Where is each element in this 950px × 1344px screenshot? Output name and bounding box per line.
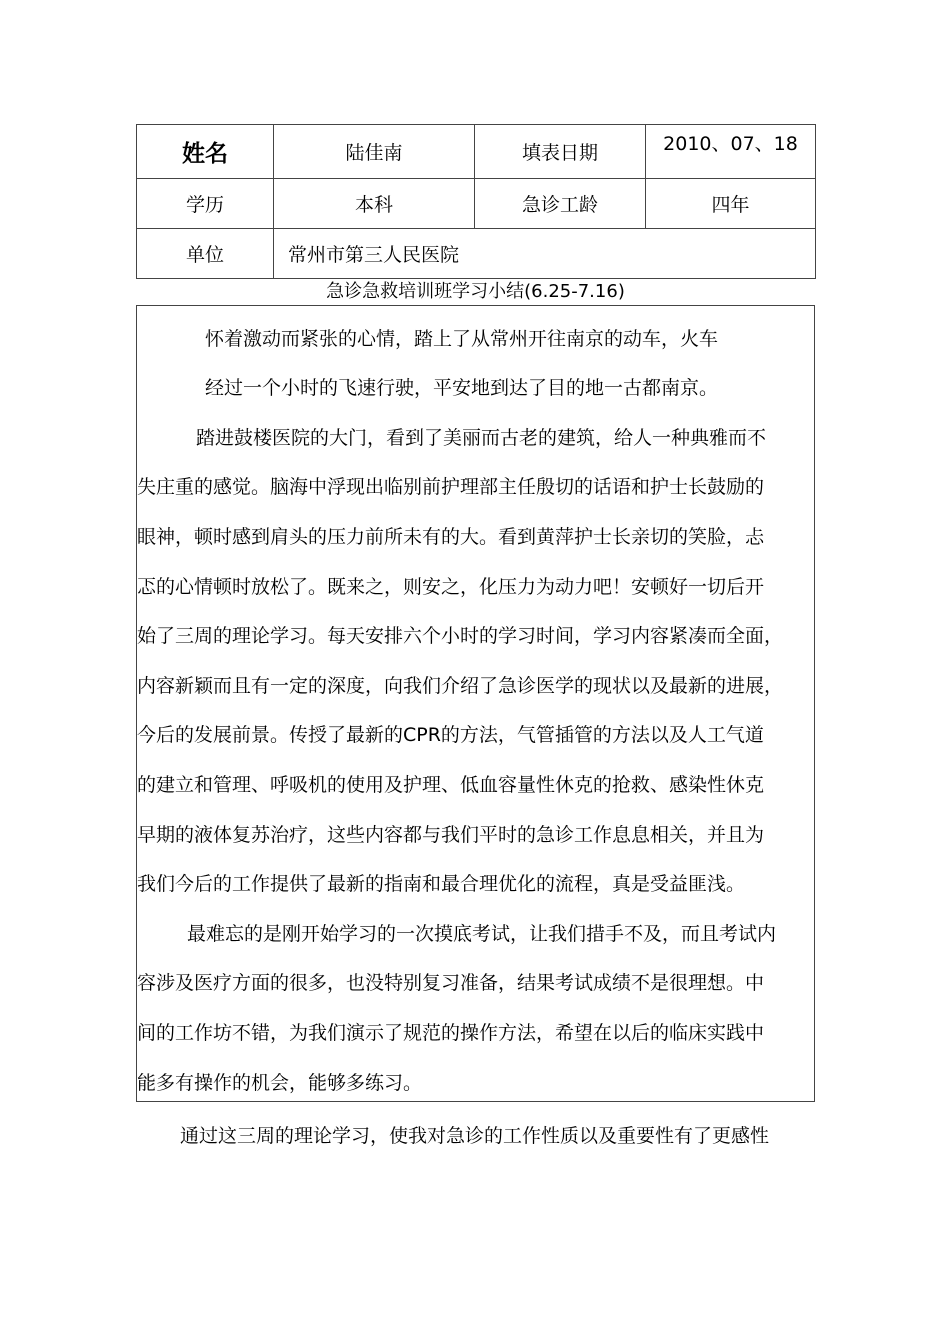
unit-label: 单位 xyxy=(137,229,274,279)
date-value: 2010、07、18 xyxy=(646,125,816,179)
seniority-label: 急诊工龄 xyxy=(475,179,646,229)
table-row xyxy=(137,229,816,279)
table-row xyxy=(137,125,816,179)
name-label: 姓名 xyxy=(137,125,274,179)
body-line: 失庄重的感觉。脑海中浮现出临别前护理部主任殷切的话语和护士长鼓励的 xyxy=(137,476,765,498)
body-line: 能多有操作的机会，能够多练习。 xyxy=(137,1072,423,1094)
seniority-value: 四年 xyxy=(646,179,816,229)
body-line: 经过一个小时的飞速行驶，平安地到达了目的地一古都南京。 xyxy=(205,377,719,399)
report-body-box xyxy=(136,305,815,1102)
body-line: 踏进鼓楼医院的大门，看到了美丽而古老的建筑，给人一种典雅而不 xyxy=(196,427,767,449)
body-line: 眼神，顿时感到肩头的压力前所未有的大。看到黄萍护士长亲切的笑脸，忐 xyxy=(137,526,765,548)
body-line: 内容新颖而且有一定的深度，向我们介绍了急诊医学的现状以及最新的进展， xyxy=(137,675,784,697)
body-line: 我们今后的工作提供了最新的指南和最合理优化的流程，真是受益匪浅。 xyxy=(137,873,746,895)
body-line: 忑的心情顿时放松了。既来之，则安之，化压力为动力吧！安顿好一切后开 xyxy=(137,576,765,598)
body-line: 间的工作坊不错，为我们演示了规范的操作方法，希望在以后的临床实践中 xyxy=(137,1022,765,1044)
education-label: 学历 xyxy=(137,179,274,229)
info-table xyxy=(136,124,816,279)
report-caption: 急诊急救培训班学习小结(6.25-7.16) xyxy=(326,281,625,302)
name-value: 陆佳南 xyxy=(274,125,475,179)
education-value: 本科 xyxy=(274,179,475,229)
body-line: 早期的液体复苏治疗，这些内容都与我们平时的急诊工作息息相关，并且为 xyxy=(137,824,765,846)
body-line: 容涉及医疗方面的很多，也没特别复习准备，结果考试成绩不是很理想。中 xyxy=(137,972,765,994)
body-line: 怀着激动而紧张的心情，踏上了从常州开往南京的动车，火车 xyxy=(205,328,719,350)
table-row xyxy=(137,179,816,229)
body-line: 最难忘的是刚开始学习的一次摸底考试，让我们措手不及，而且考试内 xyxy=(187,923,777,945)
body-line: 的建立和管理、呼吸机的使用及护理、低血容量性休克的抢救、感染性休克 xyxy=(137,774,765,796)
date-label: 填表日期 xyxy=(475,125,646,179)
body-line: 今后的发展前景。传授了最新的CPR的方法，气管插管的方法以及人工气道 xyxy=(137,724,764,746)
unit-value: 常州市第三人民医院 xyxy=(274,229,816,279)
body-line: 始了三周的理论学习。每天安排六个小时的学习时间，学习内容紧凑而全面， xyxy=(137,625,784,647)
continuation-line: 通过这三周的理论学习，使我对急诊的工作性质以及重要性有了更感性 xyxy=(180,1125,770,1147)
